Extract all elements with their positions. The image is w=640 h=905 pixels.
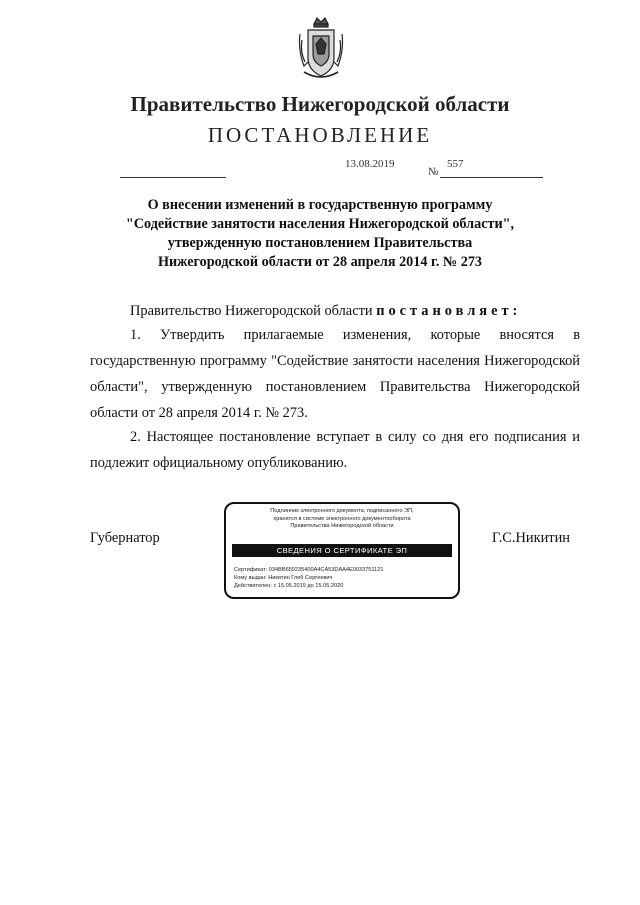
title-line: утвержденную постановлением Правительства [167,235,473,251]
certificate-owner: Кому выдан: Никитин Глеб Сергеевич [234,575,333,581]
certificate-info-bar: СВЕДЕНИЯ О СЕРТИФИКАТЕ ЭП [232,544,452,557]
title-line: "Содействие занятости населения Нижегородской области", [125,216,515,232]
organization-name: Правительство Нижегородской области [130,92,510,116]
signature-line-right [440,177,543,178]
document-title [90,196,550,272]
signatory-position: Губернатор [90,530,160,546]
electronic-signature-stamp [224,502,460,599]
document-type: ПОСТАНОВЛЕНИЕ [207,123,433,147]
item-1: 1. Утвердить прилагаемые изменения, которые вносятся в государственную программу "Содействие занятости населения Нижегородской области", утвержденную постановлением Правительства Нижегородской области от 28 апреля 2014 г. № 273. [90,327,580,421]
document-date: 13.08.2019 [345,158,395,170]
item-2: 2. Настоящее постановление вступает в силу со дня его подписания и подлежит официальному опубликованию. [90,429,580,471]
decree-verb: постановляет: [376,303,522,319]
stamp-line: Правительства Нижегородской области [290,523,394,530]
certificate-serial: Сертификат: 034BB659235400A4CA53DAA4E0033751121 [234,567,384,573]
signatory-name: Г.С.Никитин [492,530,570,546]
certificate-details [234,566,452,590]
number-sign: № [428,166,439,178]
stamp-header [232,508,452,531]
signature-line-left [120,177,226,178]
title-line: Нижегородской области от 28 апреля 2014 г. № 273 [157,254,483,270]
document-number: 557 [447,158,464,170]
certificate-validity: Действителен: с 15.05.2019 до 15.05.2020 [234,583,344,589]
title-line: О внесении изменений в государственную программу [147,197,493,213]
stamp-line: Подлинник электронного документа, подписанного ЭП, [270,508,414,514]
intro-text: Правительство Нижегородской области [130,303,373,319]
coat-of-arms-icon [296,14,346,82]
stamp-line: хранится в системе электронного документооборота [273,515,411,522]
intro-paragraph [90,298,580,324]
